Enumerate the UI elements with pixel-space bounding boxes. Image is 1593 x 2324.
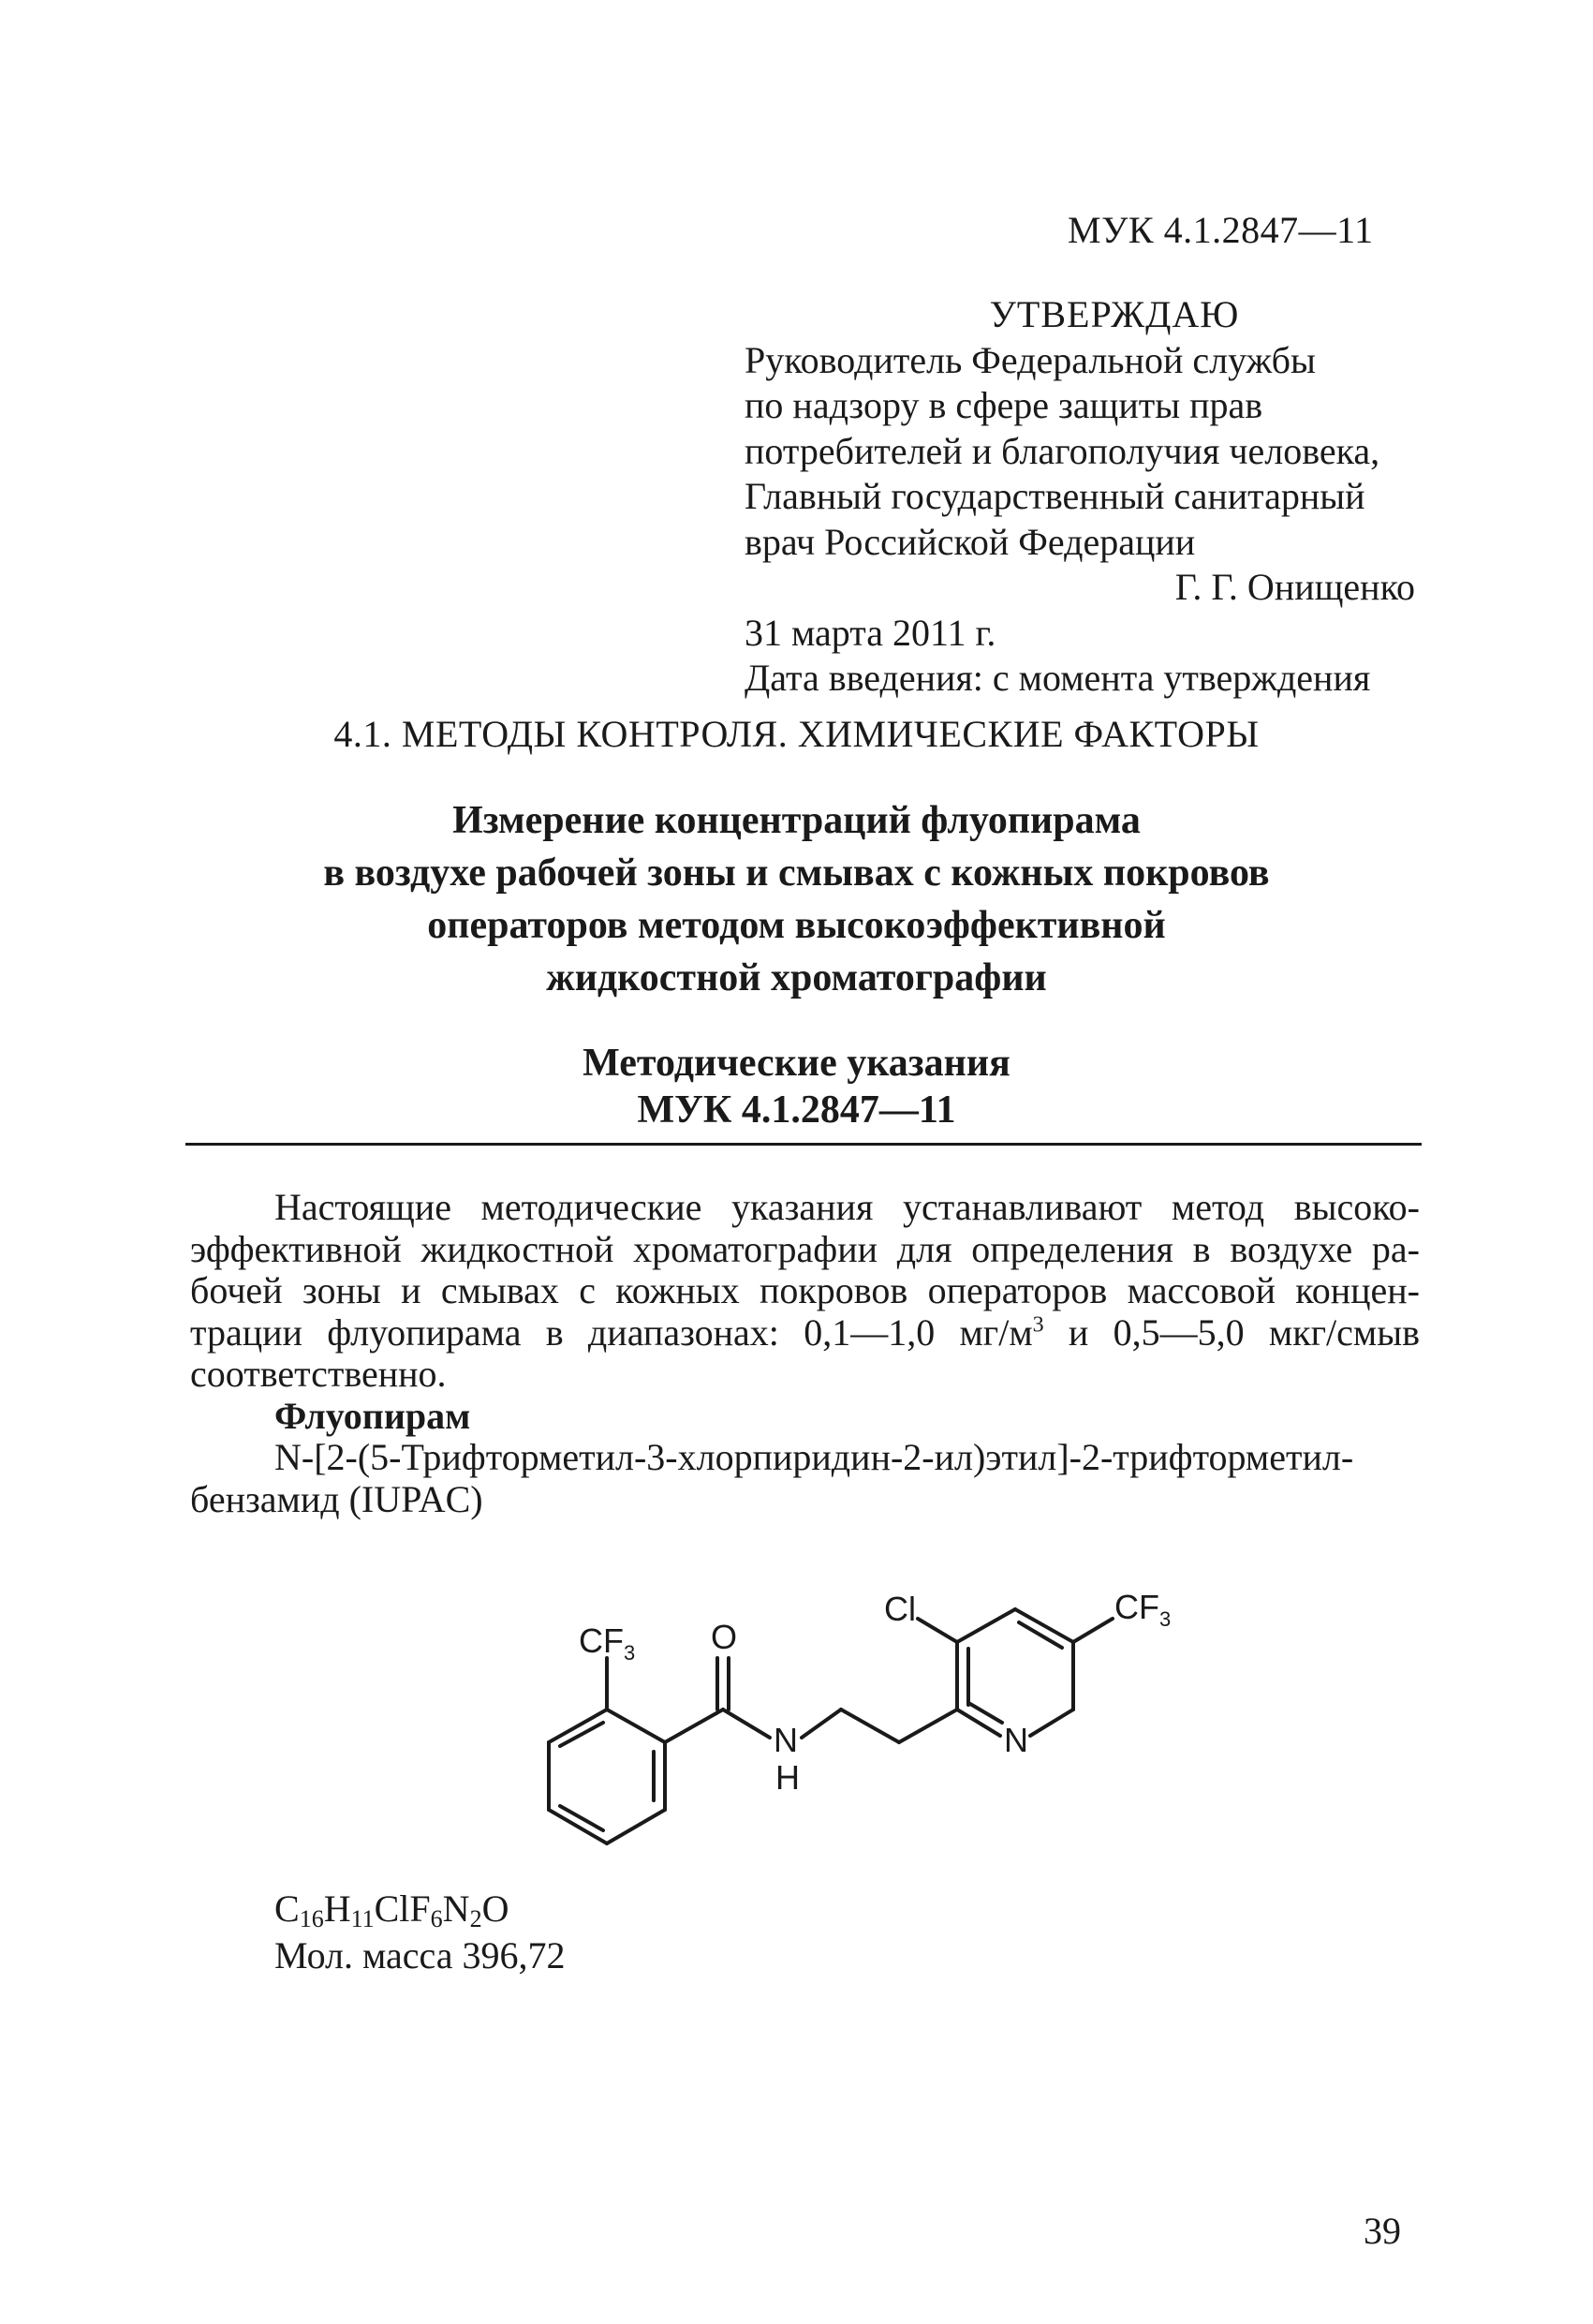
- pyridine-bond: [957, 1710, 1000, 1736]
- signer-name: Г. Г. Онищенко: [1174, 566, 1415, 608]
- cubic-superscript: 3: [1032, 1312, 1044, 1338]
- intro-text-end: и 0,5—5,0 мкг/смыв соответственно.: [190, 1310, 1421, 1395]
- chlorine-label: Cl: [884, 1590, 916, 1628]
- title-line: операторов методом высокоэффективной: [427, 904, 1166, 947]
- pyridine-bond: [957, 1609, 1015, 1642]
- ethyl-bond: [899, 1710, 957, 1742]
- approver-title-line: врач Российской Федерации: [745, 520, 1196, 563]
- amide-nitrogen-label: N: [774, 1721, 798, 1759]
- body-text: [190, 1187, 1420, 1520]
- molecular-formula-block: [274, 1886, 566, 1979]
- oxygen-label: O: [711, 1618, 738, 1656]
- benzene-bond: [607, 1810, 665, 1843]
- intro-paragraph: [190, 1187, 1420, 1396]
- document-type-code: МУК 4.1.2847—11: [637, 1088, 956, 1132]
- title-line: жидкостной хроматографии: [546, 956, 1047, 999]
- page-number: 39: [1364, 2210, 1401, 2252]
- pyridine-double-bond: [1019, 1622, 1062, 1648]
- amide-hydrogen-label: H: [775, 1758, 800, 1797]
- iupac-name: N-[2-(5-Трифторметил-3-хлорпиридин-2-ил)этил]-2-трифторметилбензамид (IUPAC): [190, 1436, 1354, 1520]
- section-heading: 4.1. МЕТОДЫ КОНТРОЛЯ. ХИМИЧЕСКИЕ ФАКТОРЫ: [333, 713, 1260, 755]
- molar-mass: Мол. масса 396,72: [274, 1934, 566, 1976]
- approval-date: 31 марта 2011 г.: [745, 611, 996, 654]
- molecular-formula: $C_{16}H_{11}ClF_6N_2O$: [274, 1887, 509, 1932]
- approver-title-line: по надзору в сфере защиты прав: [745, 384, 1263, 426]
- ethyl-bond: [841, 1710, 899, 1742]
- amide-bond: [723, 1710, 770, 1738]
- compound-name: Флуопирам: [274, 1394, 471, 1437]
- document-title: [0, 794, 1593, 1004]
- horizontal-rule: [185, 1143, 1422, 1146]
- approver-title-line: Главный государственный санитарный: [745, 475, 1365, 517]
- pyridine-bond: [1030, 1710, 1073, 1736]
- approval-heading: УТВЕРЖДАЮ: [989, 293, 1240, 335]
- chemical-structure-diagram: [506, 1555, 1255, 1873]
- atom-labels: [579, 1588, 1171, 1797]
- document-type-label: Методические указания: [583, 1042, 1010, 1085]
- cf3-label-left: $CF_3$: [579, 1621, 636, 1665]
- cf3-bond: [1073, 1619, 1113, 1642]
- carbonyl-carbon-bond: [665, 1710, 723, 1742]
- pyridine-nitrogen-label: N: [1004, 1721, 1028, 1759]
- intro-text: Настоящие методические указания устанавливают метод высокоэффективной жидкостной хроматографии для определения в воздухе рабочей зоны и смывах с кожных покровов операторов массовой концентрации флуопирама в диапазонах: 0,1—1,0 мг/м: [190, 1186, 1420, 1354]
- chlorine-bond: [918, 1619, 957, 1642]
- title-line: в воздухе рабочей зоны и смывах с кожных покровов: [323, 851, 1270, 895]
- document-type: [0, 1040, 1593, 1133]
- approval-block: [745, 292, 1428, 702]
- approver-title-line: потребителей и благополучия человека,: [745, 429, 1380, 472]
- effective-date: Дата введения: с момента утверждения: [745, 657, 1371, 699]
- ethyl-bond: [802, 1710, 841, 1738]
- benzene-bond: [607, 1710, 665, 1742]
- document-code: МУК 4.1.2847—11: [1068, 209, 1374, 251]
- approver-title-line: Руководитель Федеральной службы: [745, 338, 1316, 381]
- cf3-label-right: $CF_3$: [1114, 1588, 1172, 1631]
- title-line: Измерение концентраций флуопирама: [452, 799, 1141, 842]
